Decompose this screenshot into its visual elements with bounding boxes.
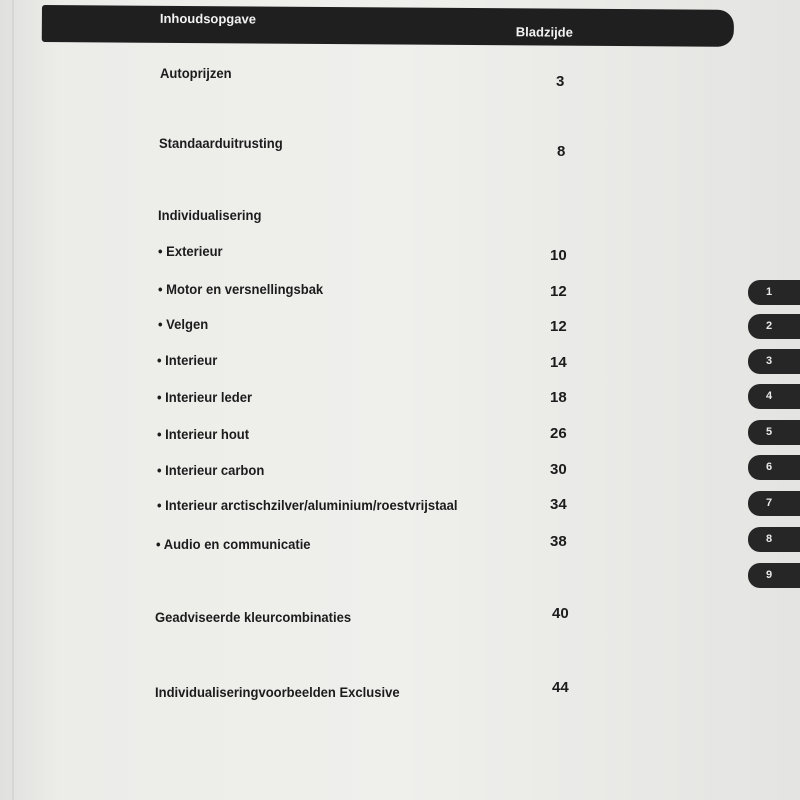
toc-entry-page: 30 <box>550 461 567 478</box>
toc-entry-page: 44 <box>552 679 569 696</box>
toc-entry-label: • Interieur hout <box>157 426 250 442</box>
toc-entry-page: 10 <box>550 247 567 264</box>
chapter-tab[interactable] <box>748 527 800 552</box>
chapter-tab-label: 4 <box>766 390 773 402</box>
toc-entry-page: 12 <box>550 318 567 335</box>
toc-entry-page: 26 <box>550 425 567 442</box>
toc-entry-page: 18 <box>550 389 567 406</box>
chapter-tab[interactable] <box>748 491 800 516</box>
toc-entry-page: 12 <box>550 283 567 300</box>
page-title: Inhoudsopgave <box>159 10 257 27</box>
toc-entry-label: • Interieur carbon <box>157 462 265 478</box>
toc-entry-label: • Velgen <box>158 316 209 332</box>
toc-entry-label: • Audio en communicatie <box>156 536 311 552</box>
toc-section-heading: Individualisering <box>158 207 262 223</box>
chapter-tab-label: 5 <box>766 426 773 438</box>
chapter-tab-label: 1 <box>766 286 773 298</box>
toc-entry-label: • Exterieur <box>158 243 223 259</box>
chapter-tab[interactable] <box>748 563 800 588</box>
chapter-tab[interactable] <box>748 420 800 445</box>
toc-entry-label: Geadviseerde kleurcombinaties <box>155 609 352 625</box>
chapter-tab-label: 3 <box>766 355 773 367</box>
page-column-label: Bladzijde <box>515 24 573 40</box>
chapter-tab[interactable] <box>748 455 800 480</box>
chapter-tab-label: 7 <box>766 497 773 509</box>
chapter-tab-label: 6 <box>766 461 773 473</box>
chapter-tab-label: 8 <box>766 533 773 545</box>
chapter-tab[interactable] <box>748 280 800 305</box>
toc-entry-label: • Interieur leder <box>157 389 253 405</box>
toc-entry-label: Standaarduitrusting <box>159 135 283 151</box>
toc-entry-label: Individualiseringvoorbeelden Exclusive <box>155 684 400 700</box>
chapter-tab[interactable] <box>748 314 800 339</box>
chapter-tab-label: 2 <box>766 320 773 332</box>
toc-entry-page: 40 <box>552 605 569 622</box>
toc-entry-label: Autoprijzen <box>160 65 232 81</box>
toc-entry-label: • Interieur <box>157 352 218 368</box>
toc-entry-page: 34 <box>550 496 567 513</box>
toc-entry-label: • Motor en versnellingsbak <box>158 281 324 297</box>
toc-entry-page: 8 <box>557 143 566 160</box>
toc-entry-page: 3 <box>556 73 565 90</box>
chapter-tab[interactable] <box>748 384 800 409</box>
chapter-tab-label: 9 <box>766 569 773 581</box>
toc-entry-page: 14 <box>550 354 567 371</box>
chapter-tab[interactable] <box>748 349 800 374</box>
toc-entry-label: • Interieur arctischzilver/aluminium/roestvrijstaal <box>157 497 458 513</box>
toc-entry-page: 38 <box>550 533 567 550</box>
